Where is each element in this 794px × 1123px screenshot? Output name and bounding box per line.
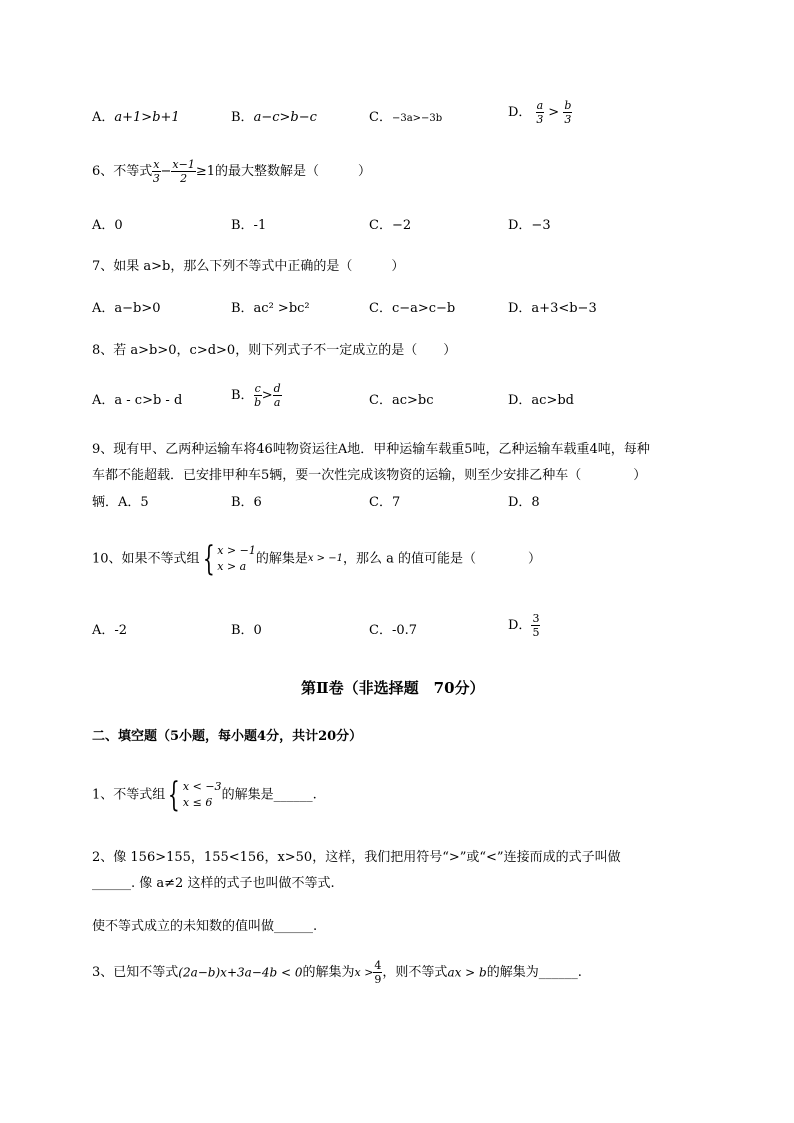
system-row: x > −1 bbox=[217, 544, 256, 558]
system-row: x ≤ 6 bbox=[182, 796, 213, 809]
denominator: a bbox=[273, 396, 281, 409]
option-label: B． bbox=[231, 110, 254, 125]
option-label: D． bbox=[508, 618, 532, 633]
denominator: 3 bbox=[564, 113, 572, 126]
numerator: x bbox=[153, 158, 160, 171]
option-expr: a−c>b−c bbox=[253, 110, 317, 125]
option-expr: −3a>−3b bbox=[391, 113, 443, 124]
stem-text: 的解集是 bbox=[255, 551, 308, 567]
inequality-system bbox=[200, 539, 256, 579]
q8-option-c: C．ac>bc bbox=[369, 393, 434, 408]
fraction bbox=[536, 100, 545, 125]
denominator: 3 bbox=[152, 172, 160, 185]
q6-option-a: A．0 bbox=[92, 218, 123, 233]
fraction bbox=[254, 383, 262, 408]
numerator: 4 bbox=[374, 959, 382, 972]
q10-option-a: A．-2 bbox=[92, 623, 128, 638]
operator: − bbox=[160, 164, 172, 179]
fill-2-line-1: 2、像 156>155，155<156，x>50，这样，我们把用符号“>”或“<”连接而成的式子叫做 bbox=[92, 850, 621, 865]
fraction bbox=[531, 613, 540, 638]
numerator: a bbox=[536, 99, 544, 112]
q9-option-c: C．7 bbox=[369, 495, 401, 510]
numerator: c bbox=[254, 382, 261, 395]
stem-text: 10、如果不等式组 bbox=[92, 551, 200, 567]
q6-option-d: D．−3 bbox=[508, 218, 551, 233]
q10-stem bbox=[92, 539, 541, 579]
denominator: 2 bbox=[180, 172, 188, 185]
fill-2-line-3: 使不等式成立的未知数的值叫做______. bbox=[92, 919, 318, 934]
denominator: b bbox=[254, 396, 262, 409]
q10-option-c: C．-0.7 bbox=[369, 623, 418, 638]
stem-text: 的解集是______. bbox=[221, 787, 317, 803]
q5-option-c bbox=[369, 111, 442, 124]
operator: > bbox=[261, 388, 273, 403]
stem-text: 6、不等式 bbox=[92, 164, 153, 179]
section-title: 第Ⅱ卷（非选择题 70分） bbox=[301, 679, 485, 697]
system-row: x > a bbox=[217, 560, 247, 573]
denominator: 5 bbox=[532, 626, 540, 639]
option-label: B． bbox=[231, 388, 254, 403]
q9-option-b: B．6 bbox=[231, 495, 262, 510]
q7-option-b: B．ac² >bc² bbox=[231, 301, 310, 316]
q6-stem bbox=[92, 159, 371, 184]
denominator: 9 bbox=[374, 973, 382, 986]
system-row: x < −3 bbox=[182, 780, 222, 794]
q5-option-d bbox=[508, 100, 572, 125]
q8-option-d: D．ac>bd bbox=[508, 393, 574, 408]
q8-stem: 8、若 a>b>0，c>d>0，则下列式子不一定成立的是（ ） bbox=[92, 343, 457, 358]
q9-option-d: D．8 bbox=[508, 495, 540, 510]
q7-option-d: D．a+3<b−3 bbox=[508, 301, 597, 316]
q10-option-d bbox=[508, 613, 540, 638]
left-brace-icon: { bbox=[168, 775, 181, 815]
q6-option-b: B．-1 bbox=[231, 218, 267, 233]
option-label: C． bbox=[369, 110, 392, 125]
q7-option-c: C．c−a>c−b bbox=[369, 301, 456, 316]
q5-option-b bbox=[231, 111, 317, 124]
inequality-system bbox=[165, 775, 222, 815]
q9-line-3: 辆．A．5 bbox=[92, 495, 149, 510]
q10-option-b: B．0 bbox=[231, 623, 262, 638]
fraction bbox=[273, 383, 282, 408]
part-heading: 二、填空题（5小题，每小题4分，共计20分） bbox=[92, 729, 363, 744]
stem-text: 的解集为 bbox=[302, 965, 355, 980]
solution-lhs: x > bbox=[354, 966, 374, 979]
fill-1-stem bbox=[92, 775, 317, 815]
numerator: b bbox=[564, 99, 572, 112]
solution-set: x > −1 bbox=[307, 553, 343, 564]
stem-text: 1、不等式组 bbox=[92, 787, 166, 803]
stem-text: 的解集为______. bbox=[486, 965, 582, 980]
stem-text: ≥1的最大整数解是（ ） bbox=[195, 164, 371, 179]
operator: > bbox=[548, 105, 560, 120]
q7-option-a: A．a−b>0 bbox=[92, 301, 161, 316]
inequality-expr: (2a−b)x+3a−4b < 0 bbox=[178, 965, 303, 980]
fraction bbox=[563, 100, 572, 125]
numerator: x−1 bbox=[172, 158, 195, 171]
option-label: D． bbox=[508, 105, 532, 120]
q7-stem: 7、如果 a>b，那么下列不等式中正确的是（ ） bbox=[92, 259, 405, 274]
stem-text: 3、已知不等式 bbox=[92, 965, 179, 980]
option-label: A． bbox=[92, 110, 115, 125]
inequality-expr: ax > b bbox=[447, 965, 487, 980]
q8-option-b bbox=[231, 383, 282, 408]
fraction bbox=[171, 159, 195, 184]
stem-text: ，则不等式 bbox=[382, 965, 448, 980]
denominator: 3 bbox=[536, 113, 544, 126]
q9-line-1: 9、现有甲、乙两种运输车将46吨物资运往A地．甲种运输车载重5吨，乙种运输车载重4吨，每种 bbox=[92, 442, 650, 457]
q8-option-a: A．a - c>b - d bbox=[92, 393, 183, 408]
fill-2-line-2: ______. 像 a≠2 这样的式子也叫做不等式. bbox=[92, 876, 335, 891]
stem-text: ，那么 a 的值可能是（ ） bbox=[342, 551, 541, 567]
fill-3-stem bbox=[92, 960, 582, 985]
left-brace-icon: { bbox=[202, 539, 215, 579]
numerator: 3 bbox=[532, 612, 540, 625]
q5-option-a bbox=[92, 111, 180, 124]
option-expr: a+1>b+1 bbox=[114, 110, 180, 125]
numerator: d bbox=[273, 382, 281, 395]
q9-line-2: 车都不能超载．已安排甲种车5辆，要一次性完成该物资的运输，则至少安排乙种车（ ） bbox=[92, 468, 647, 483]
q6-option-c: C．−2 bbox=[369, 218, 412, 233]
fraction bbox=[152, 159, 160, 184]
